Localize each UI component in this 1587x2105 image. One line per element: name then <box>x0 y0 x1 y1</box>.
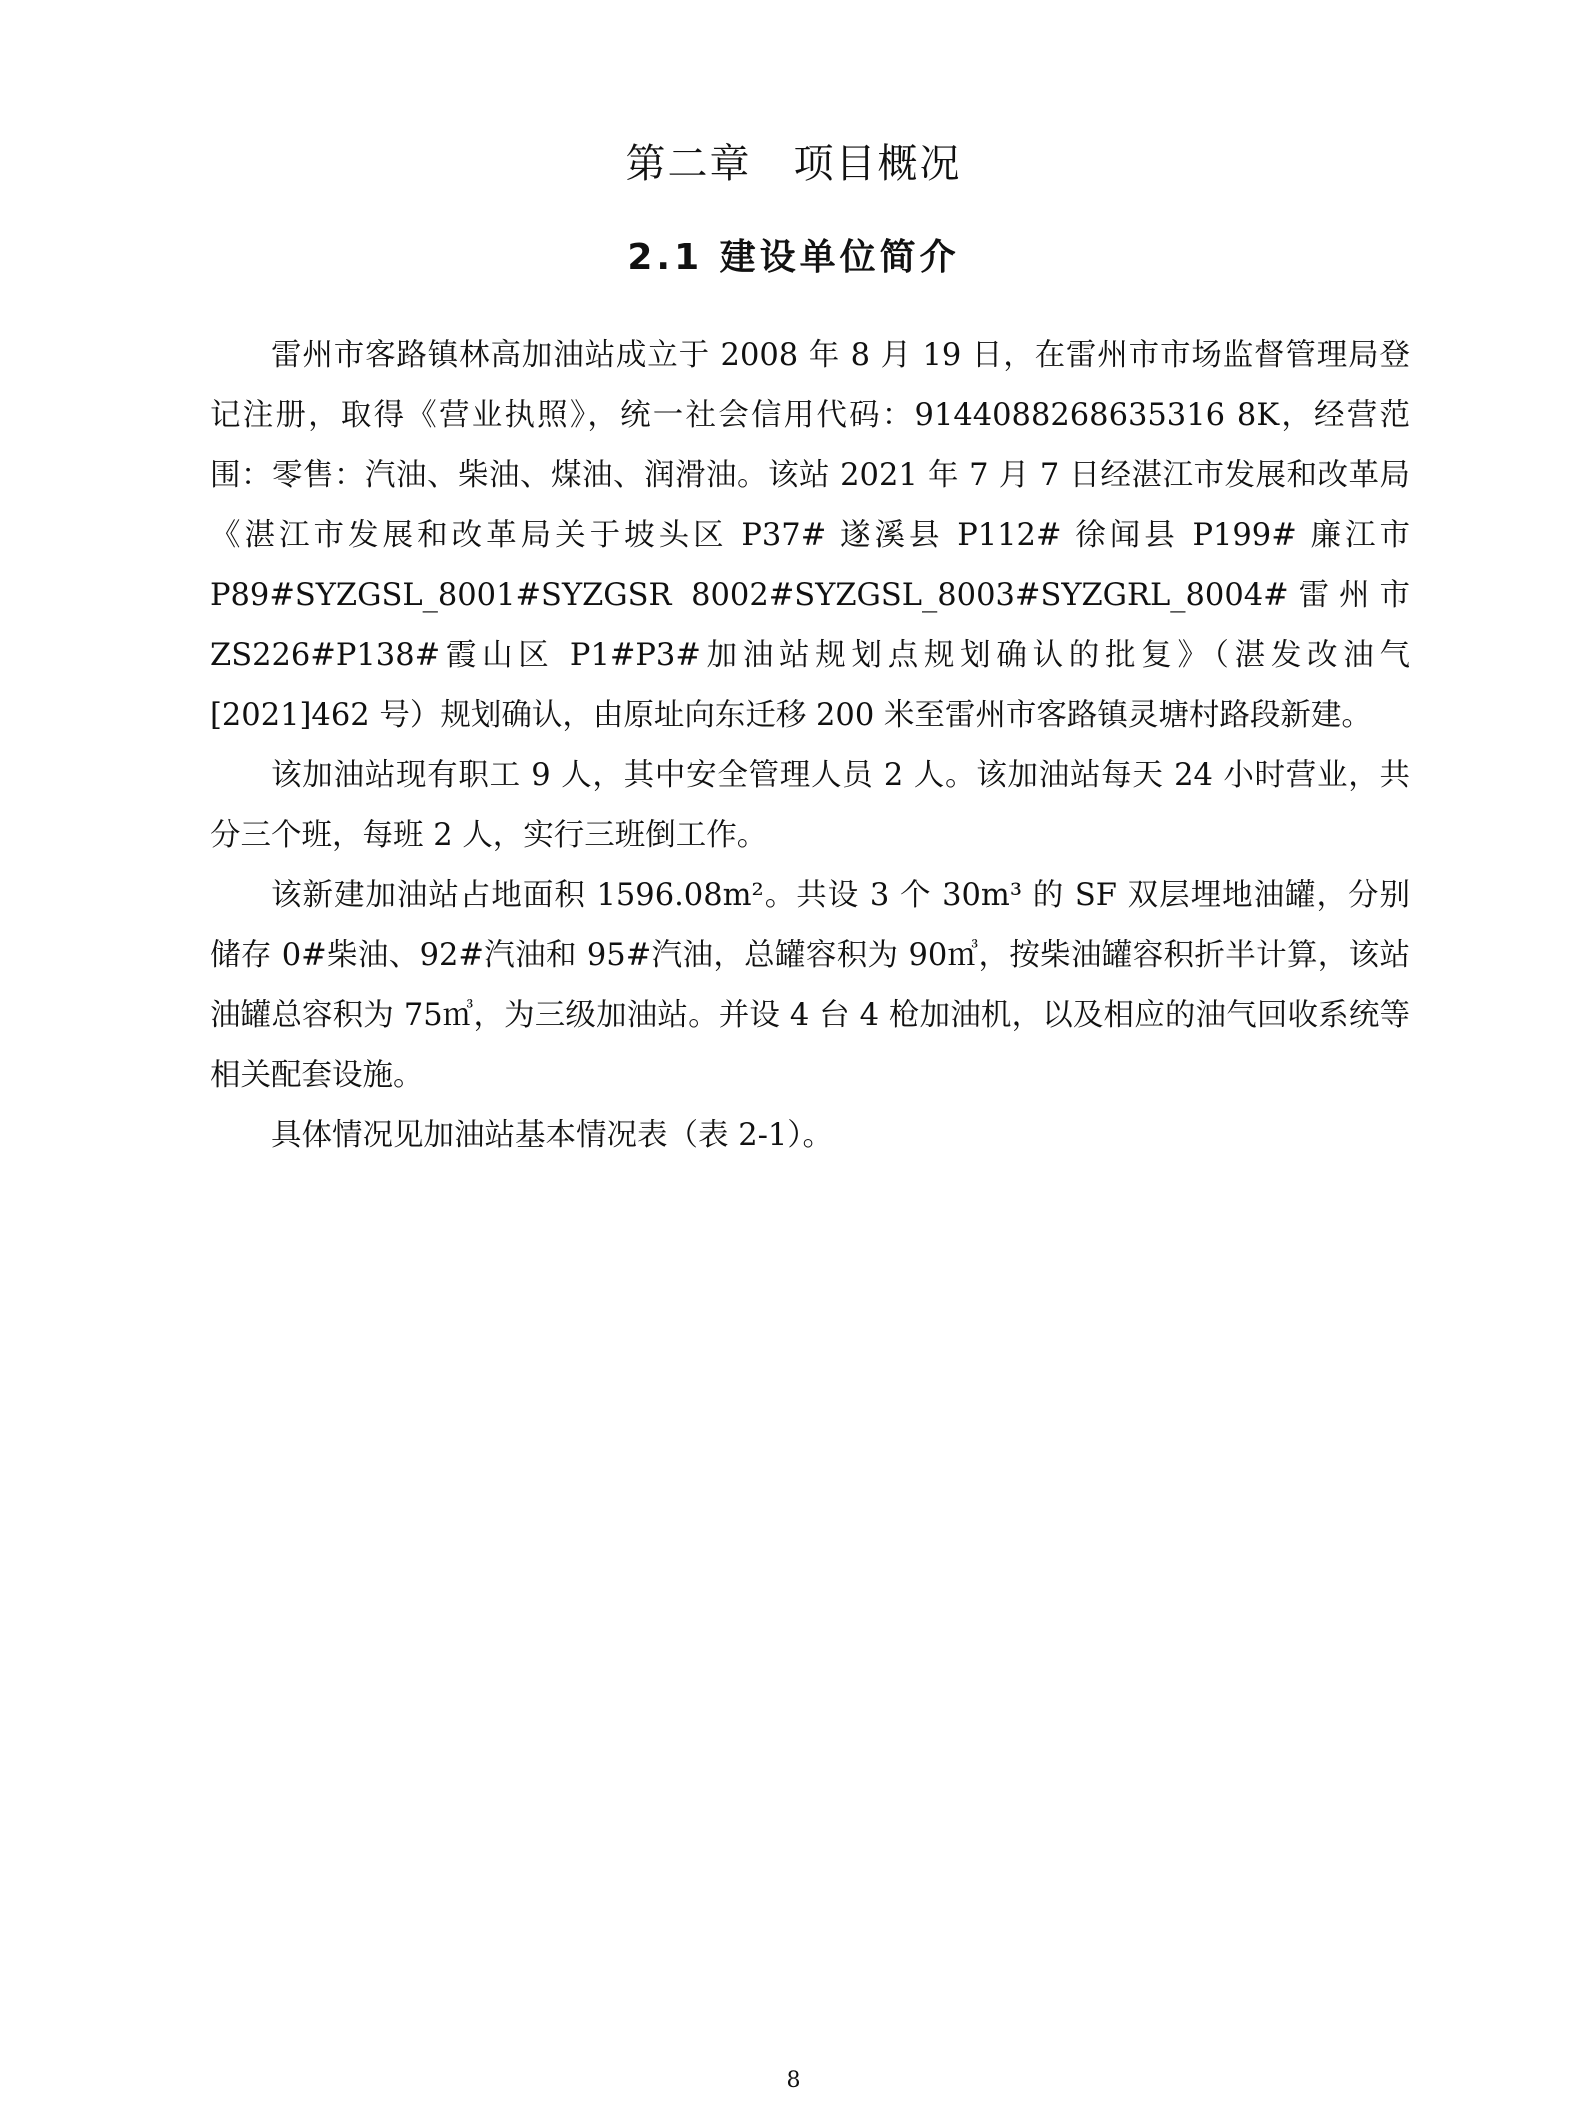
body-text <box>210 326 1410 1166</box>
paragraph-staffing: 该加油站现有职工 9 人，其中安全管理人员 2 人。该加油站每天 24 小时营业，共分三个班，每班 2 人，实行三班倒工作。 <box>210 758 1410 853</box>
paragraph-facilities: 该新建加油站占地面积 1596.08m²。共设 3 个 30m³ 的 SF 双层埋地油罐，分别储存 0#柴油、92#汽油和 95#汽油，总罐容积为 90㎥，按柴油罐容积折半计算，该站油罐总容积为 75㎥，为三级加油站。并设 4 台 4 枪加油机，以及相应的油气回收系统等相关配套设施。 <box>210 878 1410 1093</box>
paragraph-table-reference: 具体情况见加油站基本情况表（表 2-1）。 <box>271 1118 834 1153</box>
chapter-title: 第二章 项目概况 <box>625 141 962 187</box>
section-title: 2.1 建设单位简介 <box>627 237 960 278</box>
page-number: 8 <box>786 2068 801 2093</box>
paragraph-company-intro: 雷州市客路镇林高加油站成立于 2008 年 8 月 19 日，在雷州市市场监督管理局登记注册，取得《营业执照》，统一社会信用代码：9144088268635316 8K，经营范围：零售：汽油、柴油、煤油、润滑油。该站 2021 年 7 月 7 日经湛江市发展和改革局《湛江市发展和改革局关于坡头区 P37# 遂溪县 P112# 徐闻县 P199# 廉江市 P89#SYZGSL_8001#SYZGSR 8002#SYZGSL_8003#SYZGRL_8004#雷州市 ZS226#P138#霞山区 P1#P3#加油站规划点规划确认的批复》（湛发改油气[2021]462 号）规划确认，由原址向东迁移 200 米至雷州市客路镇灵塘村路段新建。 <box>210 338 1410 733</box>
